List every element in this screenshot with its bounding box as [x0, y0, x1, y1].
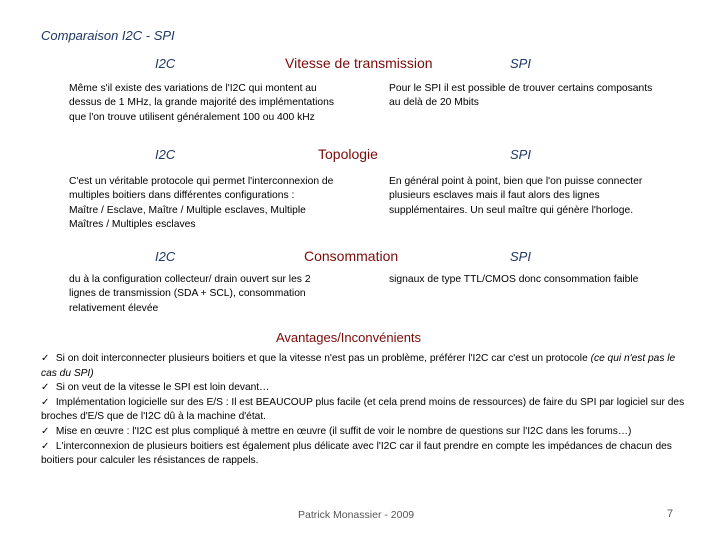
text-line: multiples boitiers dans différentes configurations : — [69, 190, 295, 202]
text-line: En général point à point, bien que l'on puisse connecter — [389, 176, 643, 187]
list-item — [41, 381, 691, 396]
check-icon: ✓ — [41, 353, 50, 364]
list-item-text: Si on veut de la vitesse le SPI est loin devant… — [53, 382, 270, 394]
section-1-center-header: Vitesse de transmission — [285, 55, 433, 71]
check-icon: ✓ — [41, 382, 50, 394]
advantages-list — [41, 352, 691, 469]
text-line: Maîtres / Multiples esclaves — [69, 218, 196, 230]
text-line: Pour le SPI il est possible de trouver certains composants — [389, 83, 653, 94]
text-line: plusieurs esclaves mais il faut alors des lignes — [389, 190, 600, 202]
section-1-left-header: I2C — [155, 56, 176, 71]
section-1-left-text — [69, 82, 369, 125]
text-line: C'est un véritable protocole qui permet l'interconnexion de — [69, 176, 334, 187]
text-line: du à la configuration collecteur/ drain ouvert sur les 2 — [69, 274, 311, 285]
section-1-right-text — [389, 82, 694, 111]
text-line: lignes de transmission (SDA + SCL), consommation — [69, 288, 306, 300]
text-line: supplémentaires. Un seul maître qui génère l'horloge. — [389, 204, 634, 216]
section-2-right-text — [389, 175, 694, 218]
list-item — [41, 425, 691, 440]
list-item — [41, 396, 691, 425]
section-2-left-text — [69, 175, 374, 232]
text-line: que l'on trouve utilisent généralement 100 ou 400 kHz — [69, 111, 315, 123]
text-line: Maître / Esclave, Maître / Multiple esclaves, Multiple — [69, 204, 306, 216]
page-number: 7 — [667, 508, 674, 520]
section-3-left-header: I2C — [155, 249, 176, 264]
list-item-italic: (ce qui n'est pas le cas du SPI) — [41, 353, 676, 379]
text-line: Même s'il existe des variations de l'I2C qui montent au — [69, 83, 317, 94]
list-item-text: Implémentation logicielle sur des E/S : Il est BEAUCOUP plus facile (et cela prend moins de ressources) de faire du SPI par logiciel sur des broches d'E/S que de l'I2C dû à la machine d'état. — [41, 396, 685, 423]
section-2-left-header: I2C — [155, 147, 176, 162]
section-2-center-header: Topologie — [318, 146, 378, 162]
list-item — [41, 440, 691, 469]
list-item-text: Si on doit interconnecter plusieurs boitiers et que la vitesse n'est pas un problème, préférer l'I2C car c'est un protocole — [53, 353, 591, 364]
list-item-text: Mise en œuvre : l'I2C est plus compliqué à mettre en œuvre (il suffit de voir le nombre de questions sur l'I2C dans les forums…) — [53, 425, 632, 437]
check-icon: ✓ — [41, 425, 50, 437]
text-line: signaux de type TTL/CMOS donc consommation faible — [389, 274, 639, 285]
list-item-text: L'interconnexion de plusieurs boitiers est également plus délicate avec l'I2C car il faut prendre en compte les impédances de chacun des boitiers pour calculer les résistances de rappels. — [41, 440, 672, 467]
check-icon: ✓ — [41, 396, 50, 408]
section-3-left-text — [69, 273, 369, 316]
text-line: relativement élevée — [69, 302, 159, 314]
advantages-title: Avantages/Inconvénients — [276, 330, 422, 345]
text-line: au delà de 20 Mbits — [389, 97, 479, 109]
footer-author: Patrick Monassier - 2009 — [298, 509, 415, 521]
page-title: Comparaison I2C - SPI — [41, 28, 175, 43]
section-3-center-header: Consommation — [304, 248, 399, 264]
section-2-right-header: SPI — [510, 147, 531, 162]
check-icon: ✓ — [41, 440, 50, 452]
text-line: dessus de 1 MHz, la grande majorité des implémentations — [69, 97, 334, 109]
section-3-right-text — [389, 273, 694, 287]
section-3-right-header: SPI — [510, 249, 531, 264]
section-1-right-header: SPI — [510, 56, 531, 71]
list-item — [41, 352, 691, 381]
